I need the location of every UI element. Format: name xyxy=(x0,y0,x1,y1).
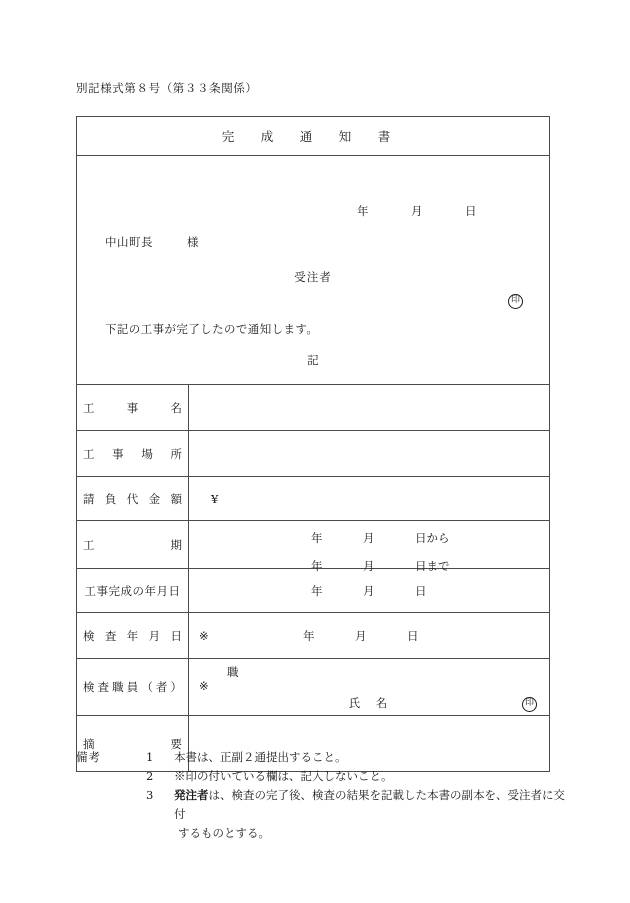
label-text: 検査職員（者） xyxy=(83,680,182,694)
completion-year: 年 xyxy=(311,583,323,598)
table-row-header-block xyxy=(77,156,550,385)
list-item xyxy=(146,767,576,786)
table-row xyxy=(77,659,550,716)
remark-number: 3 xyxy=(146,788,154,802)
addressee-honorific: 様 xyxy=(187,235,199,249)
addressee-name: 中山町長 xyxy=(105,235,153,249)
official-use-mark: ※ xyxy=(199,628,209,643)
currency-symbol: ¥ xyxy=(211,491,219,506)
table-row xyxy=(77,521,550,569)
remarks-list xyxy=(76,748,576,843)
row-value-construction-name[interactable] xyxy=(189,385,550,431)
ki-heading: 記 xyxy=(307,353,319,367)
table-row xyxy=(77,431,550,477)
completion-notice-table xyxy=(76,116,550,772)
form-number-label: 別記様式第８号（第３３条関係） xyxy=(76,81,258,95)
notice-statement: 下記の工事が完了したので通知します。 xyxy=(105,322,319,336)
period-start-line xyxy=(199,530,539,546)
period-date-lines xyxy=(199,530,539,574)
seal-icon: 印 xyxy=(522,697,537,712)
remark-number: 2 xyxy=(146,769,154,783)
remark-text: は、検査の完了後、検査の結果を記載した本書の副本を、受注者に交付 xyxy=(174,788,565,821)
row-label-contract-amount xyxy=(77,477,189,521)
period-end-year: 年 xyxy=(311,559,323,573)
period-end-month: 月 xyxy=(363,559,375,573)
label-text: 工事名 xyxy=(83,400,182,415)
label-text: 工期 xyxy=(83,537,182,552)
row-label-completion-date xyxy=(77,569,189,613)
seal-icon: 印 xyxy=(508,294,523,309)
remark-continuation: するものとする。 xyxy=(178,826,270,840)
period-start-year: 年 xyxy=(311,531,323,545)
label-text: 検査年月日 xyxy=(83,628,182,643)
inspection-year: 年 xyxy=(303,628,315,643)
table-row xyxy=(77,613,550,659)
completion-date-line xyxy=(199,583,539,599)
label-text: 工事完成の年月日 xyxy=(84,583,181,598)
header-block-cell xyxy=(77,156,550,385)
inspection-month: 月 xyxy=(355,628,367,643)
completion-month: 月 xyxy=(363,583,375,598)
row-label-construction-site xyxy=(77,431,189,477)
label-text: 請負代金額 xyxy=(83,491,182,506)
period-end-day: 日まで xyxy=(415,559,450,573)
row-value-completion-date[interactable] xyxy=(189,569,550,613)
row-label-construction-period xyxy=(77,521,189,569)
inspector-seal-mark xyxy=(522,697,537,713)
table-row xyxy=(77,385,550,431)
list-item xyxy=(146,748,576,767)
document-date-line xyxy=(357,203,537,219)
inspection-day: 日 xyxy=(407,628,419,643)
contractor-seal-mark xyxy=(508,293,523,309)
document-title-cell xyxy=(77,117,550,156)
period-start-month: 月 xyxy=(363,531,375,545)
date-year-placeholder: 年 xyxy=(357,204,369,218)
remark-bold-term: 発注者 xyxy=(174,788,209,802)
remarks-label: 備考 xyxy=(76,750,101,764)
inspector-name-label: 氏 名 xyxy=(348,696,390,710)
inspection-date-line xyxy=(199,628,539,644)
table-row xyxy=(77,477,550,521)
remarks-section xyxy=(76,748,576,843)
contractor-label: 受注者 xyxy=(294,270,332,284)
row-label-inspection-date xyxy=(77,613,189,659)
row-value-contract-amount[interactable] xyxy=(189,477,550,521)
remark-number: 1 xyxy=(146,750,154,764)
label-text: 工事場所 xyxy=(83,446,182,461)
row-label-inspector xyxy=(77,659,189,716)
row-value-inspector xyxy=(189,659,550,716)
official-use-mark: ※ xyxy=(199,679,209,693)
completion-day: 日 xyxy=(415,583,427,598)
label-text: 摘要 xyxy=(83,736,182,751)
row-value-inspection-date xyxy=(189,613,550,659)
remark-text: 本書は、正副２通提出すること。 xyxy=(174,750,347,764)
table-row-title xyxy=(77,117,550,156)
date-day-placeholder: 日 xyxy=(465,204,477,218)
inspector-post-label: 職 xyxy=(227,665,239,679)
row-value-construction-site[interactable] xyxy=(189,431,550,477)
list-item xyxy=(146,786,576,843)
row-value-construction-period[interactable] xyxy=(189,521,550,573)
remark-text: ※印の付いている欄は、記入しないこと。 xyxy=(174,769,393,783)
document-title: 完 成 通 知 書 xyxy=(221,129,398,144)
row-label-construction-name xyxy=(77,385,189,431)
table-row xyxy=(77,569,550,613)
date-month-placeholder: 月 xyxy=(411,204,423,218)
addressee-line xyxy=(105,234,199,250)
period-start-day: 日から xyxy=(415,531,450,545)
